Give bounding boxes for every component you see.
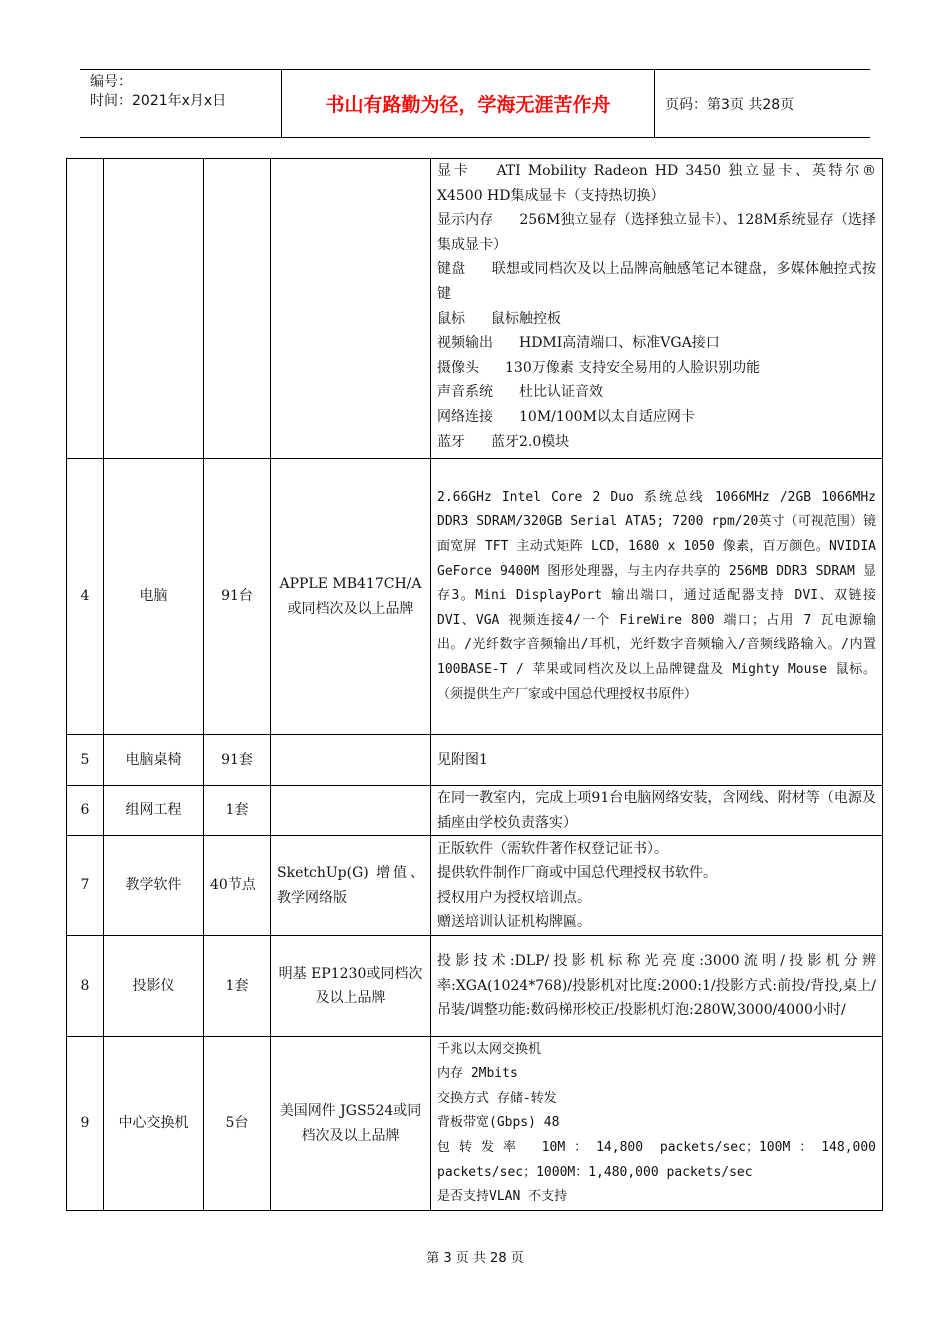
spec-value: 10M/100M以太自适应网卡 bbox=[519, 408, 695, 425]
document-time-label: 时间：2021年x月x日 bbox=[90, 93, 227, 109]
table-cell-model: 美国网件 JGS524或同档次及以上品牌 bbox=[271, 1037, 431, 1211]
equipment-spec-table bbox=[66, 158, 883, 1211]
table-cell-no: 6 bbox=[67, 786, 104, 836]
spec-line bbox=[437, 380, 876, 405]
table-cell-name: 投影仪 bbox=[104, 936, 204, 1037]
spec-key: 摄像头 bbox=[437, 359, 479, 376]
table-row bbox=[67, 459, 883, 735]
table-cell-name bbox=[104, 159, 204, 459]
spec-value: HDMI高清端口、标准VGA接口 bbox=[519, 335, 720, 352]
spec-value: 256M独立显存（选择独立显卡）、128M系统显存（选择集成显卡） bbox=[437, 212, 876, 253]
spec-key: 蓝牙 bbox=[437, 433, 465, 450]
table-row bbox=[67, 786, 883, 836]
table-cell-spec: 投影技术:DLP/投影机标称光亮度:3000流明/投影机分辨率:XGA(1024*768)/投影机对比度:2000:1/投影方式:前投/背投,桌上/吊装/调整功能:数码梯形校正/投影机灯泡:280W,3000/4000小时/ bbox=[431, 936, 883, 1037]
spec-line: 背板带宽(Gbps) 48 bbox=[437, 1115, 560, 1131]
spec-line bbox=[437, 405, 876, 430]
header-page-info: 页码：第3页 共28页 bbox=[665, 96, 795, 113]
table-row bbox=[67, 735, 883, 786]
page-header bbox=[80, 69, 870, 138]
spec-line bbox=[437, 307, 876, 332]
spec-value: 鼠标触控板 bbox=[491, 310, 561, 327]
spec-line: 包转发率 10M：14,800 packets/sec；100M：148,000 packets/sec；1000M：1,480,000 packets/sec bbox=[437, 1139, 876, 1180]
spec-line: 赠送培训认证机构牌匾。 bbox=[437, 914, 591, 931]
spec-line: 内存 2Mbits bbox=[437, 1066, 518, 1082]
spec-line bbox=[437, 430, 876, 455]
table-cell-no: 4 bbox=[67, 459, 104, 735]
table-cell-spec bbox=[431, 1037, 883, 1211]
spec-line: 正版软件（需软件著作权登记证书）。 bbox=[437, 840, 668, 857]
spec-line bbox=[437, 159, 876, 208]
spec-line: 授权用户为授权培训点。 bbox=[437, 889, 591, 906]
spec-key: 视频输出 bbox=[437, 335, 493, 352]
table-cell-qty: 91台 bbox=[204, 459, 271, 735]
table-cell-spec: 2.66GHz Intel Core 2 Duo 系统总线 1066MHz /2GB 1066MHz DDR3 SDRAM/320GB Serial ATA5; 7200 rpm/20英寸（可视范围）镜面宽屏 TFT 主动式矩阵 LCD，1680 x 1050 像素，百万颜色。NVIDIA GeForce 9400M 图形处理器，与主内存共享的 256MB DDR3 SDRAM 显存3。Mini DisplayPort 输出端口，通过适配器支持 DVI、双链接 DVI、VGA 视频连接4/一个 FireWire 800 端口；占用 7 瓦电源输出。/光纤数字音频输出/耳机，光纤数字音频输入/音频线路输入。/内置 100BASE-T / 苹果或同档次及以上品牌键盘及 Mighty Mouse 鼠标。（须提供生产厂家或中国总代理授权书原件） bbox=[431, 459, 883, 735]
spec-key: 网络连接 bbox=[437, 408, 493, 425]
table-cell-spec: 在同一教室内，完成上项91台电脑网络安装，含网线、附材等（电源及插座由学校负责落实） bbox=[431, 786, 883, 836]
table-cell-no bbox=[67, 159, 104, 459]
spec-key: 显卡 bbox=[437, 163, 471, 179]
spec-line: 是否支持VLAN 不支持 bbox=[437, 1189, 568, 1205]
spec-value: 联想或同档次及以上品牌高触感笔记本键盘，多媒体触控式按键 bbox=[437, 261, 876, 302]
table-cell-qty: 1套 bbox=[204, 936, 271, 1037]
table-cell-qty bbox=[204, 159, 271, 459]
table-cell-qty: 5台 bbox=[204, 1037, 271, 1211]
table-cell-model: APPLE MB417CH/A或同档次及以上品牌 bbox=[271, 459, 431, 735]
table-cell-qty: 40节点 bbox=[204, 836, 271, 936]
document-number-label: 编号： bbox=[90, 74, 132, 90]
table-row bbox=[67, 936, 883, 1037]
spec-key: 键盘 bbox=[437, 261, 466, 278]
table-cell-name: 组网工程 bbox=[104, 786, 204, 836]
spec-line: 提供软件制作厂商或中国总代理授权书软件。 bbox=[437, 865, 717, 882]
spec-line bbox=[437, 356, 876, 381]
table-cell-model bbox=[271, 159, 431, 459]
spec-line: 交换方式 存储-转发 bbox=[437, 1090, 557, 1106]
table-cell-model: 明基 EP1230或同档次及以上品牌 bbox=[271, 936, 431, 1037]
table-cell-qty: 1套 bbox=[204, 786, 271, 836]
table-cell-name: 中心交换机 bbox=[104, 1037, 204, 1211]
table-cell-model bbox=[271, 786, 431, 836]
page-footer: 第 3 页 共 28 页 bbox=[426, 1251, 524, 1266]
spec-key: 显示内存 bbox=[437, 212, 494, 229]
table-cell-model: SketchUp(G) 增值、教学网络版 bbox=[271, 836, 431, 936]
table-cell-name: 教学软件 bbox=[104, 836, 204, 936]
table-row bbox=[67, 1037, 883, 1211]
table-cell-spec bbox=[431, 836, 883, 936]
spec-key: 鼠标 bbox=[437, 310, 465, 327]
header-motto: 书山有路勤为径，学海无涯苦作舟 bbox=[281, 70, 655, 137]
table-cell-qty: 91套 bbox=[204, 735, 271, 786]
spec-line: 千兆以太网交换机 bbox=[437, 1041, 542, 1057]
table-cell-name: 电脑 bbox=[104, 459, 204, 735]
spec-line bbox=[437, 331, 876, 356]
table-cell-spec bbox=[431, 159, 883, 459]
table-cell-no: 8 bbox=[67, 936, 104, 1037]
spec-line bbox=[437, 208, 876, 257]
spec-line bbox=[437, 257, 876, 306]
table-cell-no: 5 bbox=[67, 735, 104, 786]
spec-value: 蓝牙2.0模块 bbox=[491, 433, 570, 450]
table-row bbox=[67, 836, 883, 936]
table-cell-no: 9 bbox=[67, 1037, 104, 1211]
spec-value: ATI Mobility Radeon HD 3450 独立显卡、英特尔® X4500 HD集成显卡（支持热切换） bbox=[437, 163, 876, 204]
table-cell-name: 电脑桌椅 bbox=[104, 735, 204, 786]
spec-value: 130万像素 支持安全易用的人脸识别功能 bbox=[505, 359, 761, 376]
spec-value: 杜比认证音效 bbox=[519, 384, 603, 401]
table-cell-no: 7 bbox=[67, 836, 104, 936]
header-meta bbox=[80, 70, 281, 137]
table-row bbox=[67, 159, 883, 459]
table-cell-spec: 见附图1 bbox=[431, 735, 883, 786]
spec-key: 声音系统 bbox=[437, 384, 493, 401]
table-cell-model bbox=[271, 735, 431, 786]
